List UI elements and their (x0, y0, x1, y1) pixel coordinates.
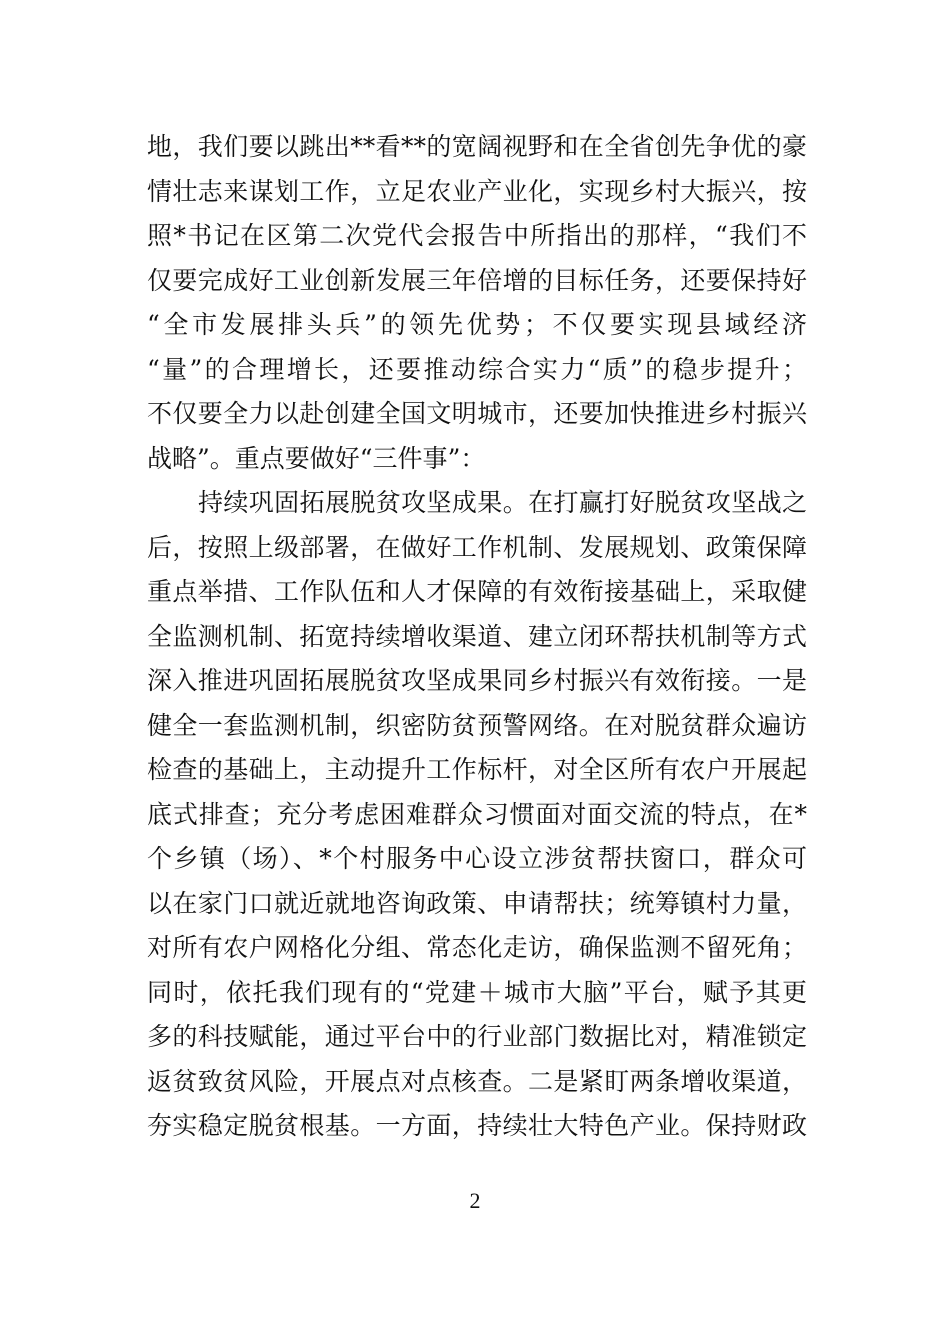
text-line: 不仅要全力以赴创建全国文明城市，还要加快推进乡村振兴 (147, 399, 807, 428)
page-number: 2 (469, 1188, 481, 1213)
text-line: 后，按照上级部署，在做好工作机制、发展规划、政策保障 (147, 532, 807, 562)
paragraph-intro-continued (147, 125, 807, 481)
text-line: 重点举措、工作队伍和人才保障的有效衔接基础上，采取健 (147, 577, 807, 606)
document-body (147, 125, 807, 1149)
text-line: 情壮志来谋划工作，立足农业产业化，实现乡村大振兴，按 (147, 176, 807, 206)
text-line: 地，我们要以跳出**看**的宽阔视野和在全省创先争优的豪 (147, 132, 807, 161)
text-line: 战略”。重点要做好“三件事”： (147, 443, 486, 473)
text-line: “量”的合理增长，还要推动综合实力“质”的稳步提升； (147, 354, 807, 384)
paragraph-poverty-results (147, 481, 807, 1149)
text-line: 健全一套监测机制，织密防贫预警网络。在对脱贫群众遍访 (147, 710, 807, 740)
text-line: 全监测机制、拓宽持续增收渠道、建立闭环帮扶机制等方式 (147, 621, 807, 651)
text-line: 仅要完成好工业创新发展三年倍增的目标任务，还要保持好 (147, 265, 807, 295)
text-line: 对所有农户网格化分组、常态化走访，确保监测不留死角； (147, 933, 807, 962)
text-line: 返贫致贫风险，开展点对点核查。二是紧盯两条增收渠道， (147, 1066, 807, 1096)
text-line: 底式排查；充分考虑困难群众习惯面对面交流的特点，在* (147, 799, 807, 829)
text-line: 照*书记在区第二次党代会报告中所指出的那样，“我们不 (147, 221, 807, 250)
text-line: 个乡镇（场）、*个村服务中心设立涉贫帮扶窗口，群众可 (147, 844, 807, 873)
text-line: 深入推进巩固拓展脱贫攻坚成果同乡村振兴有效衔接。一是 (147, 666, 807, 695)
text-line: 持续巩固拓展脱贫攻坚成果。在打赢打好脱贫攻坚战之 (198, 488, 807, 517)
text-line: “全市发展排头兵”的领先优势；不仅要实现县域经济 (147, 310, 807, 339)
text-line: 以在家门口就近就地咨询政策、申请帮扶；统筹镇村力量， (147, 888, 807, 918)
text-line: 同时，依托我们现有的“党建＋城市大脑”平台，赋予其更 (147, 977, 807, 1007)
text-line: 夯实稳定脱贫根基。一方面，持续壮大特色产业。保持财政 (147, 1111, 807, 1140)
text-line: 检查的基础上，主动提升工作标杆，对全区所有农户开展起 (147, 755, 807, 784)
text-line: 多的科技赋能，通过平台中的行业部门数据比对，精准锁定 (147, 1022, 807, 1051)
